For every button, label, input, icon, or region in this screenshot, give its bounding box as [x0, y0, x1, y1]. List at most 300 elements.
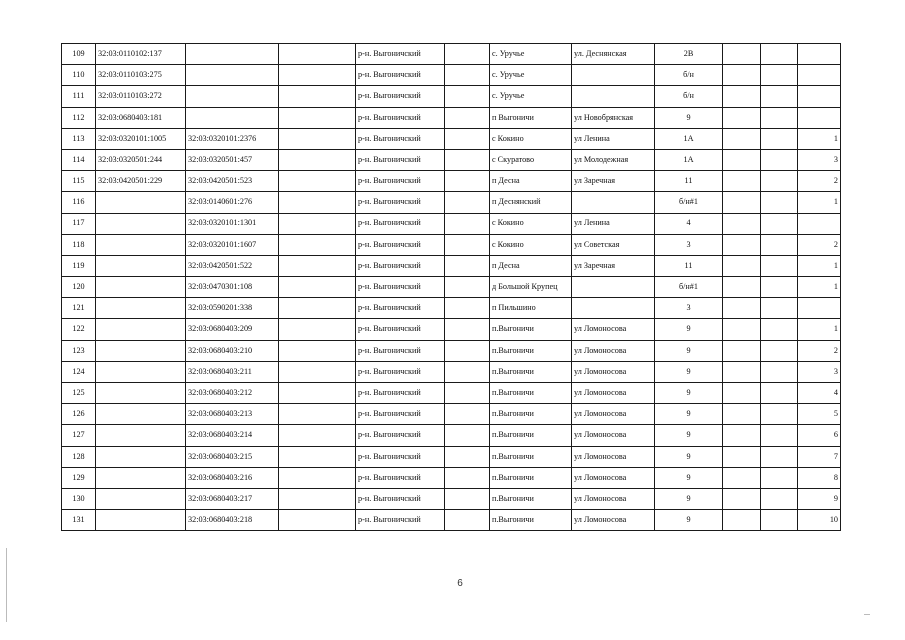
scan-artifact-line	[6, 548, 7, 622]
settlement-cell: с Кокино	[490, 213, 572, 234]
table-row	[62, 404, 841, 425]
building-cadastral-cell: 32:03:0680403:214	[186, 425, 279, 446]
row-number-cell: 122	[62, 319, 96, 340]
blank-cell	[723, 192, 761, 213]
district-cell: р-н. Выгоничский	[356, 213, 445, 234]
table-row	[62, 361, 841, 382]
building-cadastral-cell	[186, 86, 279, 107]
house-number-cell: 9	[655, 488, 723, 509]
blank-cell	[723, 361, 761, 382]
district-cell: р-н. Выгоничский	[356, 340, 445, 361]
cadastral-number-cell: 32:03:0110102:137	[96, 44, 186, 65]
street-cell	[572, 192, 655, 213]
street-cell	[572, 86, 655, 107]
row-number-cell: 109	[62, 44, 96, 65]
house-number-cell: 9	[655, 404, 723, 425]
apartment-cell: 2	[798, 171, 841, 192]
district-cell: р-н. Выгоничский	[356, 192, 445, 213]
registry-table-body	[62, 44, 841, 531]
building-cadastral-cell: 32:03:0680403:209	[186, 319, 279, 340]
apartment-cell: 3	[798, 361, 841, 382]
blank-cell	[279, 298, 356, 319]
street-cell: ул Советская	[572, 234, 655, 255]
blank-cell	[445, 107, 490, 128]
blank-cell	[723, 467, 761, 488]
building-cadastral-cell	[186, 65, 279, 86]
blank-cell	[761, 488, 798, 509]
table-row	[62, 255, 841, 276]
blank-cell	[279, 234, 356, 255]
settlement-cell: п Пильшино	[490, 298, 572, 319]
street-cell: ул Ломоносова	[572, 404, 655, 425]
settlement-cell: п Выгоничи	[490, 107, 572, 128]
cadastral-number-cell	[96, 277, 186, 298]
blank-cell	[761, 425, 798, 446]
street-cell: ул Ломоносова	[572, 446, 655, 467]
table-row	[62, 149, 841, 170]
property-registry-table	[61, 43, 841, 531]
blank-cell	[723, 404, 761, 425]
blank-cell	[761, 510, 798, 531]
cadastral-number-cell: 32:03:0680403:181	[96, 107, 186, 128]
blank-cell	[279, 107, 356, 128]
apartment-cell: 7	[798, 446, 841, 467]
blank-cell	[761, 234, 798, 255]
apartment-cell: 1	[798, 319, 841, 340]
cadastral-number-cell	[96, 192, 186, 213]
cadastral-number-cell	[96, 319, 186, 340]
cadastral-number-cell	[96, 340, 186, 361]
blank-cell	[279, 488, 356, 509]
blank-cell	[279, 171, 356, 192]
blank-cell	[279, 86, 356, 107]
settlement-cell: п Десна	[490, 171, 572, 192]
settlement-cell: с Кокино	[490, 234, 572, 255]
building-cadastral-cell	[186, 44, 279, 65]
row-number-cell: 111	[62, 86, 96, 107]
street-cell: ул Ломоносова	[572, 467, 655, 488]
blank-cell	[445, 255, 490, 276]
blank-cell	[723, 488, 761, 509]
house-number-cell: 9	[655, 107, 723, 128]
settlement-cell: с. Уручье	[490, 44, 572, 65]
district-cell: р-н. Выгоничский	[356, 234, 445, 255]
settlement-cell: п.Выгоничи	[490, 446, 572, 467]
settlement-cell: п.Выгоничи	[490, 425, 572, 446]
building-cadastral-cell: 32:03:0320101:1607	[186, 234, 279, 255]
blank-cell	[723, 277, 761, 298]
street-cell	[572, 65, 655, 86]
blank-cell	[723, 255, 761, 276]
table-row	[62, 383, 841, 404]
blank-cell	[723, 446, 761, 467]
blank-cell	[723, 171, 761, 192]
apartment-cell	[798, 65, 841, 86]
blank-cell	[279, 128, 356, 149]
blank-cell	[279, 467, 356, 488]
apartment-cell: 6	[798, 425, 841, 446]
house-number-cell: 3	[655, 298, 723, 319]
blank-cell	[279, 149, 356, 170]
district-cell: р-н. Выгоничский	[356, 319, 445, 340]
blank-cell	[723, 298, 761, 319]
blank-cell	[761, 361, 798, 382]
row-number-cell: 113	[62, 128, 96, 149]
district-cell: р-н. Выгоничский	[356, 361, 445, 382]
district-cell: р-н. Выгоничский	[356, 510, 445, 531]
blank-cell	[723, 234, 761, 255]
apartment-cell: 2	[798, 234, 841, 255]
table-row	[62, 340, 841, 361]
table-row	[62, 65, 841, 86]
blank-cell	[445, 149, 490, 170]
house-number-cell: 2В	[655, 44, 723, 65]
row-number-cell: 123	[62, 340, 96, 361]
blank-cell	[445, 488, 490, 509]
cadastral-number-cell: 32:03:0110103:275	[96, 65, 186, 86]
blank-cell	[761, 255, 798, 276]
apartment-cell	[798, 298, 841, 319]
apartment-cell	[798, 86, 841, 107]
blank-cell	[723, 213, 761, 234]
district-cell: р-н. Выгоничский	[356, 255, 445, 276]
cadastral-number-cell	[96, 446, 186, 467]
street-cell: ул Ломоносова	[572, 361, 655, 382]
apartment-cell: 3	[798, 149, 841, 170]
building-cadastral-cell: 32:03:0680403:211	[186, 361, 279, 382]
page-number: 6	[457, 578, 463, 589]
blank-cell	[279, 383, 356, 404]
street-cell: ул Ломоносова	[572, 383, 655, 404]
building-cadastral-cell	[186, 107, 279, 128]
blank-cell	[723, 86, 761, 107]
blank-cell	[445, 340, 490, 361]
district-cell: р-н. Выгоничский	[356, 171, 445, 192]
row-number-cell: 118	[62, 234, 96, 255]
settlement-cell: п.Выгоничи	[490, 361, 572, 382]
table-row	[62, 128, 841, 149]
row-number-cell: 126	[62, 404, 96, 425]
building-cadastral-cell: 32:03:0680403:217	[186, 488, 279, 509]
table-row	[62, 510, 841, 531]
blank-cell	[445, 361, 490, 382]
blank-cell	[723, 425, 761, 446]
street-cell: ул Заречная	[572, 255, 655, 276]
house-number-cell: 3	[655, 234, 723, 255]
blank-cell	[445, 467, 490, 488]
blank-cell	[445, 234, 490, 255]
blank-cell	[723, 319, 761, 340]
cadastral-number-cell	[96, 255, 186, 276]
blank-cell	[761, 192, 798, 213]
blank-cell	[279, 65, 356, 86]
district-cell: р-н. Выгоничский	[356, 446, 445, 467]
blank-cell	[445, 510, 490, 531]
street-cell: ул Ломоносова	[572, 488, 655, 509]
blank-cell	[723, 128, 761, 149]
apartment-cell: 1	[798, 192, 841, 213]
district-cell: р-н. Выгоничский	[356, 86, 445, 107]
blank-cell	[279, 192, 356, 213]
settlement-cell: с. Уручье	[490, 65, 572, 86]
house-number-cell: 9	[655, 340, 723, 361]
street-cell: ул. Деснянская	[572, 44, 655, 65]
blank-cell	[761, 86, 798, 107]
settlement-cell: с Скуратово	[490, 149, 572, 170]
table-row	[62, 171, 841, 192]
building-cadastral-cell: 32:03:0420501:523	[186, 171, 279, 192]
street-cell	[572, 298, 655, 319]
street-cell: ул Новобрянская	[572, 107, 655, 128]
building-cadastral-cell: 32:03:0590201:338	[186, 298, 279, 319]
district-cell: р-н. Выгоничский	[356, 383, 445, 404]
row-number-cell: 131	[62, 510, 96, 531]
blank-cell	[279, 277, 356, 298]
settlement-cell: п.Выгоничи	[490, 467, 572, 488]
blank-cell	[445, 404, 490, 425]
street-cell: ул Ломоносова	[572, 319, 655, 340]
house-number-cell: б/н#1	[655, 277, 723, 298]
district-cell: р-н. Выгоничский	[356, 298, 445, 319]
apartment-cell	[798, 44, 841, 65]
settlement-cell: п.Выгоничи	[490, 488, 572, 509]
apartment-cell	[798, 213, 841, 234]
house-number-cell: б/н	[655, 65, 723, 86]
apartment-cell: 8	[798, 467, 841, 488]
house-number-cell: 1А	[655, 149, 723, 170]
district-cell: р-н. Выгоничский	[356, 44, 445, 65]
row-number-cell: 114	[62, 149, 96, 170]
building-cadastral-cell: 32:03:0680403:216	[186, 467, 279, 488]
blank-cell	[761, 319, 798, 340]
house-number-cell: 11	[655, 171, 723, 192]
table-row	[62, 86, 841, 107]
table-row	[62, 107, 841, 128]
blank-cell	[723, 383, 761, 404]
blank-cell	[723, 340, 761, 361]
settlement-cell: п Десна	[490, 255, 572, 276]
cadastral-number-cell	[96, 425, 186, 446]
apartment-cell: 1	[798, 128, 841, 149]
blank-cell	[445, 86, 490, 107]
blank-cell	[761, 298, 798, 319]
street-cell: ул Ломоносова	[572, 425, 655, 446]
district-cell: р-н. Выгоничский	[356, 107, 445, 128]
blank-cell	[279, 404, 356, 425]
building-cadastral-cell: 32:03:0680403:210	[186, 340, 279, 361]
blank-cell	[445, 171, 490, 192]
row-number-cell: 119	[62, 255, 96, 276]
blank-cell	[279, 213, 356, 234]
blank-cell	[761, 149, 798, 170]
house-number-cell: 9	[655, 383, 723, 404]
table-row	[62, 446, 841, 467]
blank-cell	[279, 510, 356, 531]
building-cadastral-cell: 32:03:0680403:215	[186, 446, 279, 467]
blank-cell	[723, 65, 761, 86]
cadastral-number-cell	[96, 383, 186, 404]
blank-cell	[445, 213, 490, 234]
blank-cell	[445, 128, 490, 149]
street-cell	[572, 277, 655, 298]
settlement-cell: п.Выгоничи	[490, 340, 572, 361]
blank-cell	[761, 446, 798, 467]
row-number-cell: 130	[62, 488, 96, 509]
blank-cell	[761, 340, 798, 361]
building-cadastral-cell: 32:03:0680403:213	[186, 404, 279, 425]
blank-cell	[279, 446, 356, 467]
apartment-cell	[798, 107, 841, 128]
house-number-cell: 4	[655, 213, 723, 234]
building-cadastral-cell: 32:03:0680403:218	[186, 510, 279, 531]
house-number-cell: 9	[655, 510, 723, 531]
settlement-cell: с. Уручье	[490, 86, 572, 107]
blank-cell	[723, 510, 761, 531]
blank-cell	[761, 383, 798, 404]
apartment-cell: 5	[798, 404, 841, 425]
street-cell: ул Ломоносова	[572, 340, 655, 361]
district-cell: р-н. Выгоничский	[356, 467, 445, 488]
cadastral-number-cell	[96, 234, 186, 255]
blank-cell	[761, 107, 798, 128]
settlement-cell: п Деснянский	[490, 192, 572, 213]
blank-cell	[761, 277, 798, 298]
blank-cell	[445, 192, 490, 213]
blank-cell	[761, 213, 798, 234]
district-cell: р-н. Выгоничский	[356, 65, 445, 86]
apartment-cell: 10	[798, 510, 841, 531]
cadastral-number-cell	[96, 404, 186, 425]
settlement-cell: д Большой Крупец	[490, 277, 572, 298]
cadastral-number-cell	[96, 467, 186, 488]
apartment-cell: 4	[798, 383, 841, 404]
blank-cell	[445, 319, 490, 340]
table-row	[62, 44, 841, 65]
cadastral-number-cell	[96, 213, 186, 234]
house-number-cell: 9	[655, 319, 723, 340]
table-row	[62, 234, 841, 255]
apartment-cell: 9	[798, 488, 841, 509]
cadastral-number-cell	[96, 298, 186, 319]
settlement-cell: п.Выгоничи	[490, 404, 572, 425]
cadastral-number-cell: 32:03:0420501:229	[96, 171, 186, 192]
building-cadastral-cell: 32:03:0320101:1301	[186, 213, 279, 234]
blank-cell	[761, 65, 798, 86]
table-row	[62, 277, 841, 298]
cadastral-number-cell	[96, 510, 186, 531]
apartment-cell: 2	[798, 340, 841, 361]
blank-cell	[445, 425, 490, 446]
blank-cell	[279, 340, 356, 361]
blank-cell	[279, 255, 356, 276]
table-row	[62, 488, 841, 509]
row-number-cell: 127	[62, 425, 96, 446]
settlement-cell: с Кокино	[490, 128, 572, 149]
row-number-cell: 112	[62, 107, 96, 128]
row-number-cell: 121	[62, 298, 96, 319]
blank-cell	[445, 44, 490, 65]
table-row	[62, 467, 841, 488]
blank-cell	[761, 404, 798, 425]
street-cell: ул Ленина	[572, 213, 655, 234]
blank-cell	[279, 361, 356, 382]
apartment-cell: 1	[798, 277, 841, 298]
district-cell: р-н. Выгоничский	[356, 488, 445, 509]
blank-cell	[723, 44, 761, 65]
row-number-cell: 128	[62, 446, 96, 467]
street-cell: ул Ленина	[572, 128, 655, 149]
building-cadastral-cell: 32:03:0140601:276	[186, 192, 279, 213]
blank-cell	[761, 128, 798, 149]
table-row	[62, 425, 841, 446]
blank-cell	[445, 65, 490, 86]
building-cadastral-cell: 32:03:0680403:212	[186, 383, 279, 404]
row-number-cell: 129	[62, 467, 96, 488]
building-cadastral-cell: 32:03:0320501:457	[186, 149, 279, 170]
blank-cell	[761, 467, 798, 488]
blank-cell	[279, 319, 356, 340]
cadastral-number-cell: 32:03:0320501:244	[96, 149, 186, 170]
building-cadastral-cell: 32:03:0320101:2376	[186, 128, 279, 149]
table-row	[62, 192, 841, 213]
district-cell: р-н. Выгоничский	[356, 404, 445, 425]
building-cadastral-cell: 32:03:0470301:108	[186, 277, 279, 298]
row-number-cell: 120	[62, 277, 96, 298]
house-number-cell: б/н	[655, 86, 723, 107]
house-number-cell: 9	[655, 467, 723, 488]
street-cell: ул Ломоносова	[572, 510, 655, 531]
cadastral-number-cell	[96, 361, 186, 382]
row-number-cell: 125	[62, 383, 96, 404]
house-number-cell: 9	[655, 446, 723, 467]
apartment-cell: 1	[798, 255, 841, 276]
table-row	[62, 319, 841, 340]
cadastral-number-cell: 32:03:0320101:1005	[96, 128, 186, 149]
row-number-cell: 110	[62, 65, 96, 86]
blank-cell	[723, 149, 761, 170]
house-number-cell: 11	[655, 255, 723, 276]
blank-cell	[761, 171, 798, 192]
blank-cell	[445, 383, 490, 404]
house-number-cell: б/н#1	[655, 192, 723, 213]
settlement-cell: п.Выгоничи	[490, 383, 572, 404]
district-cell: р-н. Выгоничский	[356, 277, 445, 298]
house-number-cell: 9	[655, 361, 723, 382]
blank-cell	[761, 44, 798, 65]
district-cell: р-н. Выгоничский	[356, 128, 445, 149]
district-cell: р-н. Выгоничский	[356, 425, 445, 446]
row-number-cell: 124	[62, 361, 96, 382]
row-number-cell: 117	[62, 213, 96, 234]
cadastral-number-cell: 32:03:0110103:272	[96, 86, 186, 107]
scan-artifact-dash	[864, 614, 870, 615]
table-row	[62, 213, 841, 234]
table-row	[62, 298, 841, 319]
settlement-cell: п.Выгоничи	[490, 319, 572, 340]
blank-cell	[279, 425, 356, 446]
blank-cell	[445, 446, 490, 467]
blank-cell	[445, 277, 490, 298]
row-number-cell: 115	[62, 171, 96, 192]
street-cell: ул Молодежная	[572, 149, 655, 170]
blank-cell	[279, 44, 356, 65]
house-number-cell: 9	[655, 425, 723, 446]
cadastral-number-cell	[96, 488, 186, 509]
building-cadastral-cell: 32:03:0420501:522	[186, 255, 279, 276]
row-number-cell: 116	[62, 192, 96, 213]
settlement-cell: п.Выгоничи	[490, 510, 572, 531]
blank-cell	[445, 298, 490, 319]
